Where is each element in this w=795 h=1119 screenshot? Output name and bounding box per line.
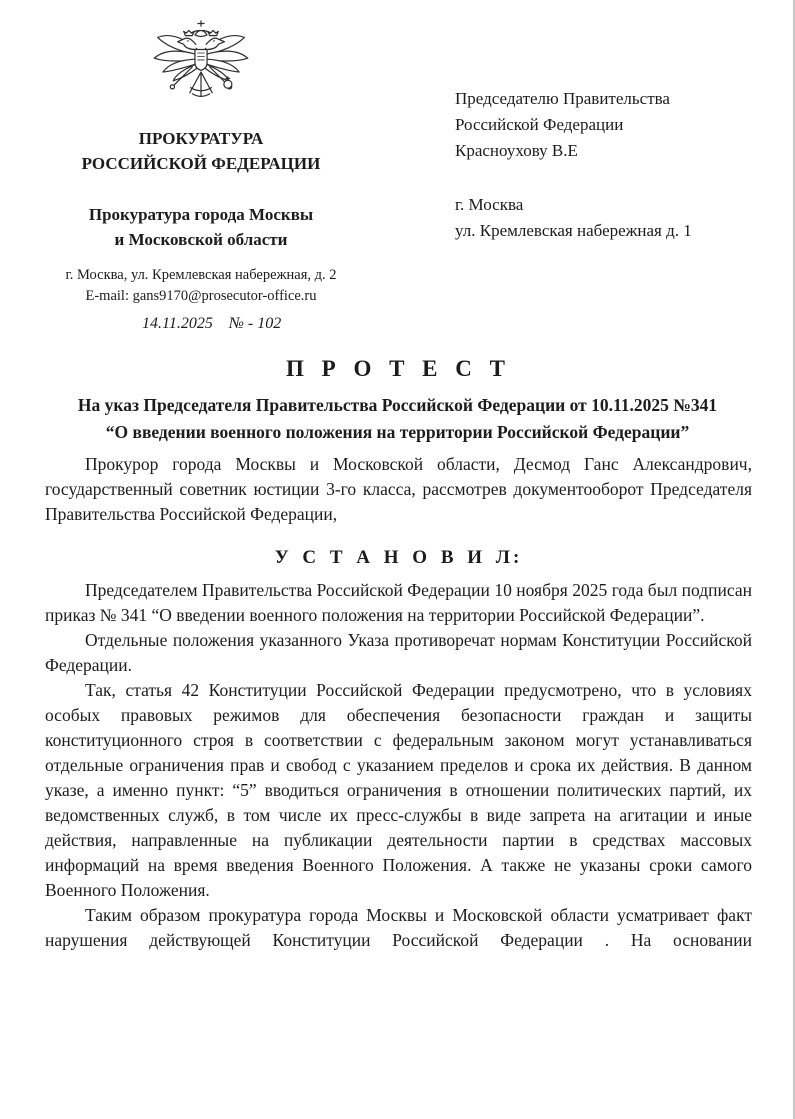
document-body xyxy=(45,452,752,953)
ustanovil-heading: У С Т А Н О В И Л: xyxy=(274,547,523,568)
division-name-line2: и Московской области xyxy=(114,230,288,249)
body-paragraph-5: Таким образом прокуратура города Москвы и Московской области усматривает факт нарушения действующей Конституции Российской Федерации . На основании xyxy=(45,905,752,950)
addressee-line1: Председателю Правительства xyxy=(455,89,670,108)
coat-of-arms-emblem xyxy=(149,18,253,114)
addressee-street: ул. Кремлевская набережная д. 1 xyxy=(455,221,692,240)
division-name-line1: Прокуратура города Москвы xyxy=(88,205,314,224)
org-name-line1: ПРОКУРАТУРА xyxy=(138,129,264,148)
addressee-city: г. Москва xyxy=(455,195,524,214)
addressee-block xyxy=(455,86,775,244)
date-number-line: 14.11.2025 № - 102 xyxy=(142,315,282,332)
org-name-line2: РОССИЙСКОЙ ФЕДЕРАЦИИ xyxy=(81,154,321,173)
letterhead-block xyxy=(55,18,347,307)
body-paragraph-3: Отдельные положения указанного Указа противоречат нормам Конституции Российской Федерации. xyxy=(45,630,752,675)
body-paragraph-2: Председателем Правительства Российской Федерации 10 ноября 2025 года был подписан приказ № 341 “О введении военного положения на территории Российской Федерации”. xyxy=(45,580,752,625)
document-subtitle xyxy=(24,392,771,446)
addressee-line3: Красноухову В.Е xyxy=(455,141,578,160)
subtitle-line1: На указ Председателя Правительства Российской Федерации от 10.11.2025 №341 xyxy=(77,395,718,415)
addressee-line2: Российской Федерации xyxy=(455,115,624,134)
body-paragraph-1: Прокурор города Москвы и Московской области, Десмод Ганс Александрович, государственный советник юстиции 3-го класса, рассмотрев документооборот Председателя Правительства Российской Федерации, xyxy=(45,454,752,524)
letterhead-address: г. Москва, ул. Кремлевская набережная, д. 2 xyxy=(65,267,337,283)
subtitle-line2: “О введении военного положения на территории Российской Федерации” xyxy=(105,422,690,442)
body-paragraph-4: Так, статья 42 Конституции Российской Федерации предусмотрено, что в условиях особых правовых режимов для обеспечения безопасности граждан и защиты конституционного строя в соответствии с федеральным законом могут устанавливаться отдельные ограничения прав и свобод с указанием пределов и срока их действия. В данном указе, а именно пункт: “5” вводиться ограничения в отношении политических партий, их ведомственных служб, в том числе их пресс-службы в виде запрета на агитации и иные действия, направленные на публикации деятельности партии в средствах массовых информаций на время введения Военного Положения. А также не указаны сроки самого Военного Положения. xyxy=(45,680,752,900)
letterhead-email: E-mail: gans9170@prosecutor-office.ru xyxy=(85,288,317,304)
document-title: П Р О Т Е С Т xyxy=(286,356,509,381)
